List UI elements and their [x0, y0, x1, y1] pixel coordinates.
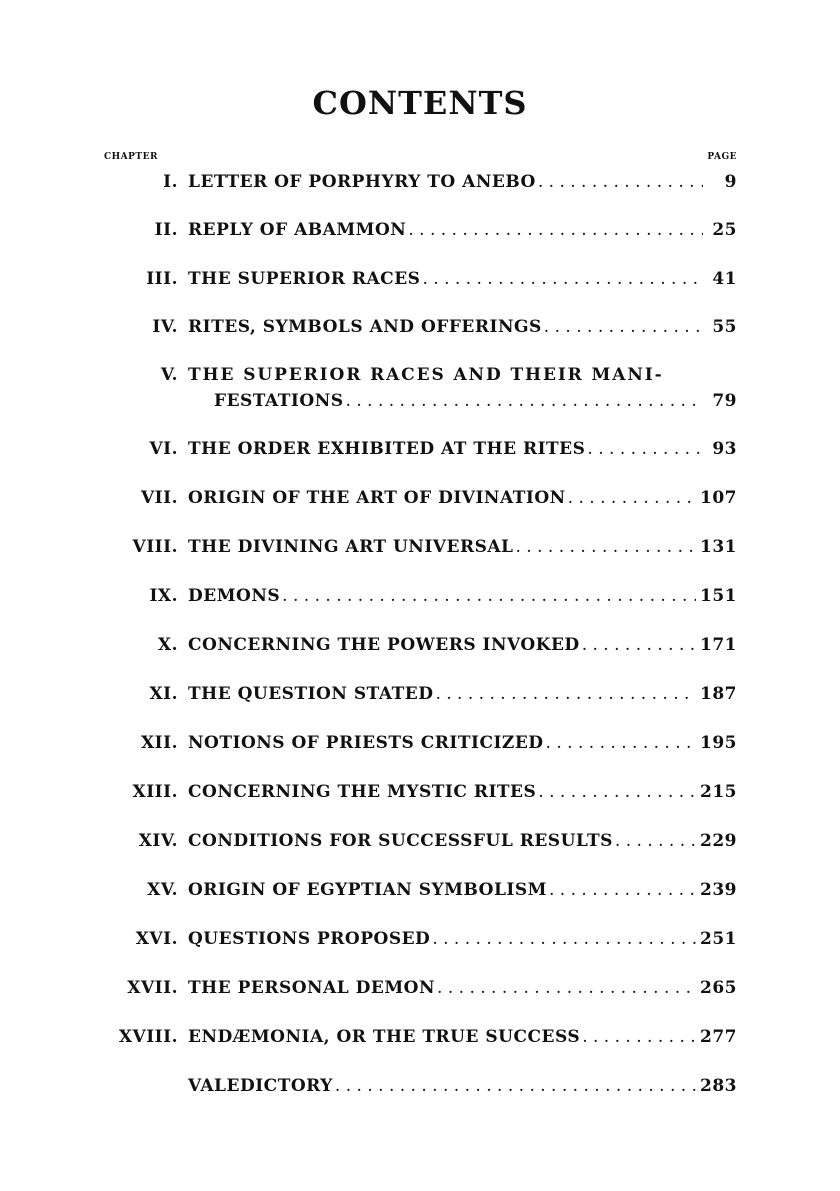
- chapter-title: CONCERNING THE POWERS INVOKED: [188, 635, 580, 655]
- dot-leader: [516, 537, 697, 557]
- dot-leader: [538, 172, 703, 192]
- page-number: 265: [700, 978, 737, 998]
- chapter-title: CONCERNING THE MYSTIC RITES: [188, 782, 537, 802]
- toc-entry-9: [0, 582, 840, 614]
- dot-leader: [544, 317, 703, 337]
- chapter-column-header: CHAPTER: [104, 152, 158, 162]
- toc-entry-1: [0, 168, 840, 200]
- dot-leader: [568, 488, 696, 508]
- toc-entry-19: [0, 1072, 840, 1104]
- chapter-title: THE PERSONAL DEMON: [188, 978, 436, 998]
- chapter-title: QUESTIONS PROPOSED: [188, 929, 431, 949]
- page-title: CONTENTS: [312, 84, 528, 122]
- page-number: 239: [700, 880, 737, 900]
- chapter-title: THE DIVINING ART UNIVERSAL: [188, 537, 514, 557]
- page-number: 283: [700, 1076, 737, 1096]
- chapter-title: ORIGIN OF THE ART OF DIVINATION: [188, 488, 566, 508]
- dot-leader: [435, 684, 696, 704]
- chapter-number: I.: [163, 172, 178, 192]
- toc-entry-6: [0, 435, 840, 467]
- page-number: 79: [712, 391, 737, 411]
- toc-entry-14: [0, 827, 840, 859]
- chapter-number: XVIII.: [118, 1027, 178, 1047]
- chapter-title-line2: FESTATIONS: [214, 391, 344, 411]
- page-number: 55: [712, 317, 737, 337]
- toc-entry-13: [0, 778, 840, 810]
- toc-entry-8: [0, 533, 840, 565]
- toc-entry-5: [0, 361, 840, 421]
- chapter-title: VALEDICTORY: [188, 1076, 333, 1096]
- page-number: 215: [700, 782, 737, 802]
- dot-leader: [437, 978, 696, 998]
- dot-leader: [282, 586, 696, 606]
- toc-entry-2: [0, 216, 840, 248]
- dot-leader: [408, 220, 703, 240]
- page-column-header: PAGE: [707, 152, 737, 162]
- chapter-title: THE ORDER EXHIBITED AT THE RITES: [188, 439, 586, 459]
- dot-leader: [538, 782, 696, 802]
- chapter-title: DEMONS: [188, 586, 281, 606]
- chapter-number: X.: [157, 635, 178, 655]
- dot-leader: [335, 1076, 696, 1096]
- chapter-title: LETTER OF PORPHYRY TO ANEBO: [188, 172, 536, 192]
- page-number: 171: [700, 635, 737, 655]
- chapter-number: II.: [154, 220, 178, 240]
- chapter-number: VII.: [140, 488, 178, 508]
- chapter-number: V.: [160, 365, 178, 385]
- chapter-title: CONDITIONS FOR SUCCESSFUL RESULTS: [188, 831, 613, 851]
- chapter-title-line1: THE SUPERIOR RACES AND THEIR MANI-: [188, 365, 664, 385]
- chapter-title: RITES, SYMBOLS AND OFFERINGS: [188, 317, 542, 337]
- page-number: 9: [724, 172, 737, 192]
- chapter-title: ORIGIN OF EGYPTIAN SYMBOLISM: [188, 880, 547, 900]
- chapter-title: ENDÆMONIA, OR THE TRUE SUCCESS: [188, 1027, 581, 1047]
- chapter-number: VIII.: [132, 537, 178, 557]
- page-number: 187: [700, 684, 737, 704]
- page-number: 195: [700, 733, 737, 753]
- dot-leader: [582, 635, 696, 655]
- page-number: 131: [700, 537, 737, 557]
- dot-leader: [549, 880, 696, 900]
- dot-leader: [546, 733, 696, 753]
- chapter-number: IV.: [152, 317, 178, 337]
- dot-leader: [582, 1027, 696, 1047]
- toc-entry-7: [0, 484, 840, 516]
- chapter-number: XVII.: [127, 978, 178, 998]
- toc-entry-18: [0, 1023, 840, 1055]
- toc-entry-16: [0, 925, 840, 957]
- chapter-number: IX.: [149, 586, 178, 606]
- toc-entry-4: [0, 313, 840, 345]
- dot-leader: [346, 391, 703, 411]
- chapter-number: XIV.: [138, 831, 178, 851]
- page-number: 41: [712, 269, 737, 289]
- page-number: 229: [700, 831, 737, 851]
- dot-leader: [422, 269, 703, 289]
- chapter-number: III.: [146, 269, 178, 289]
- chapter-title: REPLY OF ABAMMON: [188, 220, 407, 240]
- toc-entry-17: [0, 974, 840, 1006]
- page-number: 277: [700, 1027, 737, 1047]
- toc-entry-3: [0, 265, 840, 297]
- dot-leader: [432, 929, 696, 949]
- page-number: 251: [700, 929, 737, 949]
- page-number: 25: [712, 220, 737, 240]
- page-number: 107: [700, 488, 737, 508]
- chapter-number: VI.: [149, 439, 178, 459]
- dot-leader: [615, 831, 696, 851]
- page-number: 151: [700, 586, 737, 606]
- chapter-number: XVI.: [135, 929, 178, 949]
- chapter-number: XII.: [140, 733, 178, 753]
- chapter-number: XI.: [149, 684, 178, 704]
- chapter-title: THE SUPERIOR RACES: [188, 269, 421, 289]
- toc-entry-12: [0, 729, 840, 761]
- toc-entry-15: [0, 876, 840, 908]
- chapter-number: XIII.: [132, 782, 178, 802]
- toc-entry-11: [0, 680, 840, 712]
- chapter-number: XV.: [147, 880, 178, 900]
- chapter-title: THE QUESTION STATED: [188, 684, 434, 704]
- toc-entry-10: [0, 631, 840, 663]
- dot-leader: [587, 439, 703, 459]
- page-number: 93: [712, 439, 737, 459]
- chapter-title: NOTIONS OF PRIESTS CRITICIZED: [188, 733, 544, 753]
